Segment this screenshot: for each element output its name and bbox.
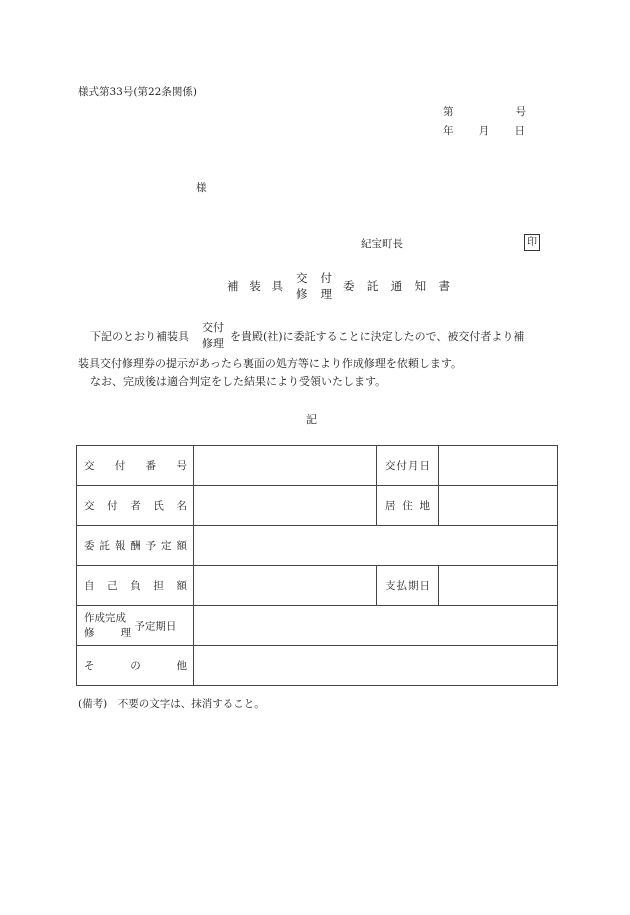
document-number-line (443, 104, 526, 119)
label-scheduled-completion-date: 作成完成 修 理 予定期日 (77, 606, 194, 646)
value-recipient-name[interactable] (194, 486, 377, 526)
body-stacked-options: 交付 修理 (202, 321, 224, 350)
body-paragraph-2: なお、完成後は適合判定をした結果により受領いたします。 (90, 375, 387, 388)
date-year: 年 (443, 125, 454, 137)
title-stack-bottom: 修 理 (296, 287, 332, 301)
number-suffix: 号 (515, 106, 526, 118)
body-paragraph-1-continued: 装具交付修理券の提示があったら裏面の処方等により作成修理を依頼します。 (78, 357, 463, 370)
title-stack-top: 交 付 (296, 271, 332, 285)
table-row (77, 446, 558, 486)
body-paragraph-1-end: を貴殿(社)に委託することに決定したので、被交付者より補 (230, 330, 525, 343)
value-residence[interactable] (439, 486, 558, 526)
number-prefix: 第 (443, 106, 454, 118)
table-row (77, 606, 558, 646)
label-residence: 居 住 地 (377, 486, 439, 526)
table-row (77, 566, 558, 606)
form-number-label: 様式第33号(第22条関係) (78, 86, 197, 98)
issuer-name: 紀宝町長 (361, 238, 403, 250)
detail-table (76, 445, 558, 686)
table-row (77, 526, 558, 566)
title-stacked-options (296, 270, 332, 302)
date-line (443, 123, 525, 138)
label-commission-fee: 委 託 報 酬 予 定 額 (77, 526, 194, 566)
title-part-1: 補 装 具 (227, 279, 283, 293)
label-issue-number: 交 付 番 号 (77, 446, 194, 486)
table-row (77, 646, 558, 686)
value-scheduled-completion-date[interactable] (194, 606, 558, 646)
value-payment-date[interactable] (439, 566, 558, 606)
label-self-pay-amount: 自 己 負 担 額 (77, 566, 194, 606)
seal-mark: 印 (524, 234, 540, 251)
remarks-note: (備考) 不要の文字は、抹消すること。 (78, 698, 265, 710)
value-issue-date[interactable] (439, 446, 558, 486)
label-recipient-name: 交 付 者 氏 名 (77, 486, 194, 526)
label-other: そ の 他 (77, 646, 194, 686)
label-payment-date: 支 払 期 日 (377, 566, 439, 606)
value-other[interactable] (194, 646, 558, 686)
date-month: 月 (478, 125, 490, 137)
title-part-2: 委 託 通 知 書 (343, 279, 450, 293)
ki-heading: 記 (306, 413, 317, 426)
value-issue-number[interactable] (194, 446, 377, 486)
value-commission-fee[interactable] (194, 526, 558, 566)
value-self-pay-amount[interactable] (194, 566, 377, 606)
table-row (77, 486, 558, 526)
label-issue-date: 交 付 月 日 (377, 446, 439, 486)
addressee-honorific: 様 (196, 182, 207, 194)
body-paragraph-1-start: 下記のとおり補装具 (90, 330, 189, 343)
date-day: 日 (514, 125, 525, 137)
